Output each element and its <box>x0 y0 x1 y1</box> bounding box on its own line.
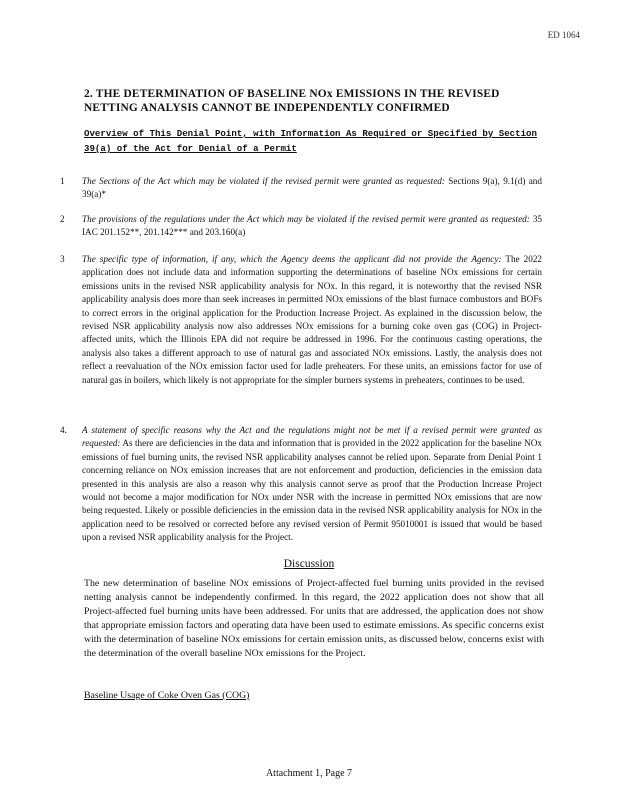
list-item-body: 35 IAC 201.152**, 201.142*** and 203.160(a) <box>82 214 543 238</box>
list-item-lead: The specific type of information, if any, which the Agency deems the applicant did not provide the Agency: <box>82 254 502 264</box>
list-item-body: Sections 9(a), 9.1(d) and 39(a)* <box>82 176 542 200</box>
list-item-text <box>82 213 542 240</box>
overview-subheading: Overview of This Denial Point, with Information As Required or Specified by Section 39(a) of the Act for Denial of a Permit <box>84 128 537 154</box>
list-item-number: 2 <box>60 214 65 224</box>
list-item-lead: The provisions of the regulations under the Act which may be violated if the revised permit were granted as requested: <box>82 214 530 224</box>
list-item-text <box>82 253 542 387</box>
subsection-heading: Baseline Usage of Coke Oven Gas (COG) <box>84 690 250 701</box>
list-item-body: As there are deficiencies in the data and information that is provided in the 2022 application for the baseline NOx emissions of fuel burning units, the revised NSR applicability analyses cannot be relied upon. Separate from Denial Point 1 concerning reliance on NOx emission increases that are not enforcement and production, deficiencies in the emission data presented in this analysis are also a reason why this analysis cannot serve as proof that the Production Increase Project would not become a major modification for NOx under NSR with the increase in permitted NOx emissions that are now being requested. Likely or possible deficiencies in the emission data in the revised NSR applicability analysis for NOx in the application need to be resolved or corrected before any revised version of Permit 95010001 is issued that would be based upon a revised NSR applicability analysis for the Project. <box>82 438 542 543</box>
document-id: ED 1064 <box>547 30 580 40</box>
list-item-number: 3 <box>60 254 65 264</box>
list-item-lead: A statement of specific reasons why the Act and the regulations might not be met if a revised permit were granted as requested: <box>82 425 542 449</box>
list-item-number: 1 <box>60 176 65 186</box>
list-item-text <box>82 424 542 545</box>
discussion-title: Discussion <box>283 558 335 570</box>
section-heading: 2. THE DETERMINATION OF BASELINE NOx EMISSIONS IN THE REVISED NETTING ANALYSIS CANNOT BE INDEPENDENTLY CONFIRMED <box>84 88 500 114</box>
discussion-paragraph: The new determination of baseline NOx emissions of Project-affected fuel burning units provided in the revised netting analysis cannot be independently confirmed. In this regard, the 2022 application does not show that all Project-affected fuel burning units have been addressed. For units that are addressed, the application does not show that appropriate emission factors and operating data have been used to estimate emissions. As specific concerns exist with the determination of baseline NOx emissions for certain emission units, as discussed below, concerns exist with the determination of the overall baseline NOx emissions for the Project. <box>84 578 544 660</box>
list-item-body: The 2022 application does not include data and information supporting the determinations of baseline NOx emissions for certain emissions units in the revised NSR applicability analysis for NOx. In this regard, it is noteworthy that the revised NSR applicability analysis does more than seek increases in permitted NOx emissions of the blast furnace combustors and BOFs to correct errors in the original application for the Production Increase Project. As explained in the discussion below, the revised NSR applicability analysis now also addresses NOx emissions for a burning coke oven gas (COG) in Project-affected units, which the Illinois EPA did not require be addressed in 1996. For the continuous casting operations, the analysis also takes a different approach to use of natural gas and associated NOx emissions. Lastly, the analysis does not reflect a reevaluation of the NOx emission factor used for ladle preheaters. For these units, an emissions factor for use of natural gas in boilers, which likely is not appropriate for the simpler burners systems in preheaters, continues to be used. <box>82 254 543 385</box>
list-item-number: 4. <box>60 425 67 435</box>
list-item-text <box>82 175 542 202</box>
list-item-lead: The Sections of the Act which may be violated if the revised permit were granted as requested: <box>82 176 445 186</box>
page-footer: Attachment 1, Page 7 <box>265 768 353 779</box>
